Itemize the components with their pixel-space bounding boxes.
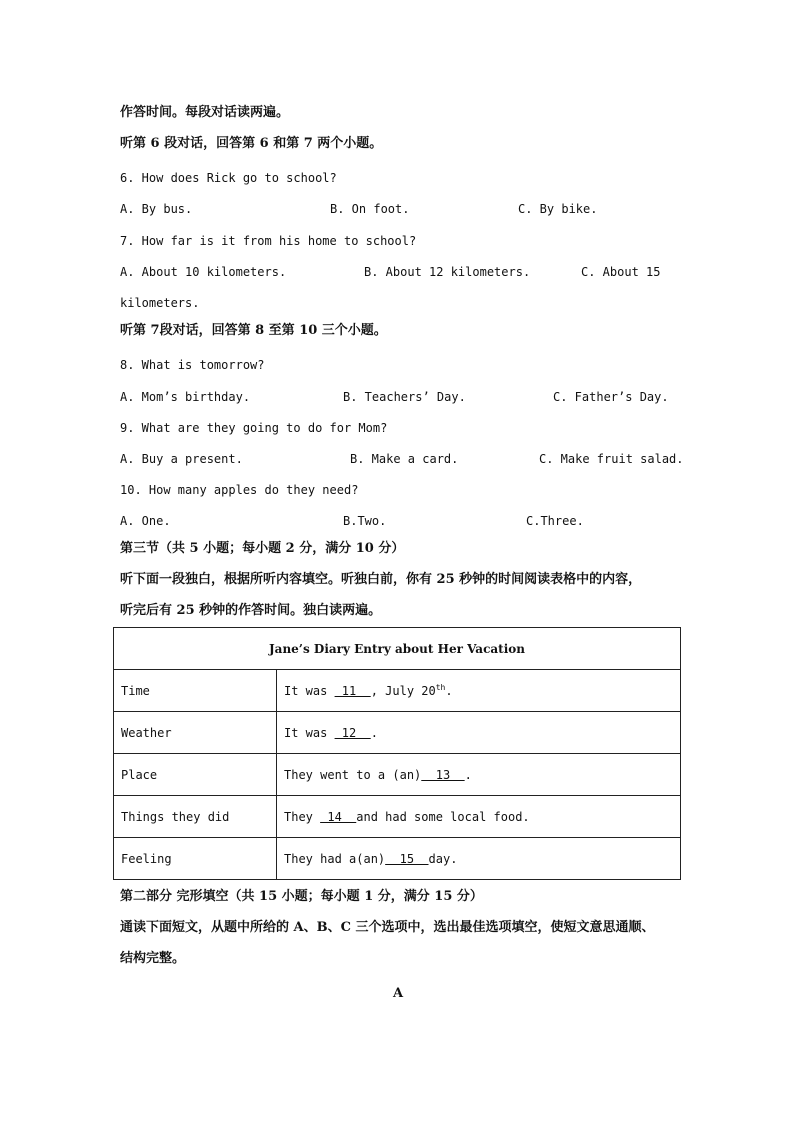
- q8-option-b: B. Teachers’ Day.: [343, 390, 466, 404]
- table-row: [114, 838, 681, 880]
- passage-label: A: [393, 986, 404, 1001]
- section6-header: 听第 6 段对话，回答第 6 和第 7 两个小题。: [120, 136, 383, 151]
- part2-instruction-2: 结构完整。: [120, 951, 186, 966]
- answer-blank-12[interactable]: 12: [334, 725, 371, 740]
- row-label: Feeling: [114, 838, 277, 880]
- q10-option-a: A. One.: [120, 514, 171, 528]
- row-value: They went to a (an) 13 .: [277, 754, 681, 796]
- question-9: 9. What are they going to do for Mom?: [120, 421, 388, 435]
- answer-blank-11[interactable]: 11: [334, 684, 371, 698]
- q9-option-b: B. Make a card.: [350, 452, 459, 466]
- row-value: They 14 and had some local food.: [277, 796, 681, 838]
- diary-table: [113, 627, 681, 880]
- q7-option-b: B. About 12 kilometers.: [364, 265, 531, 279]
- q8-option-c: C. Father’s Day.: [553, 390, 669, 404]
- table-row: [114, 670, 681, 712]
- section3-instruction-1: 听下面一段独白，根据所听内容填空。听独白前，你有 25 秒钟的时间阅读表格中的内容，: [120, 572, 642, 587]
- q9-option-c: C. Make fruit salad.: [539, 452, 684, 466]
- answer-blank-14[interactable]: 14: [320, 809, 357, 824]
- q7-option-c: C. About 15: [581, 265, 661, 279]
- row-label: Place: [114, 754, 277, 796]
- q9-option-a: A. Buy a present.: [120, 452, 243, 466]
- section3-instruction-2: 听完后有 25 秒钟的作答时间。独白读两遍。: [120, 603, 382, 618]
- row-value: They had a(an) 15 day.: [277, 838, 681, 880]
- table-row: [114, 796, 681, 838]
- question-7: 7. How far is it from his home to school?: [120, 234, 417, 248]
- row-label: Things they did: [114, 796, 277, 838]
- part2-title: 第二部分 完形填空（共 15 小题；每小题 1 分，满分 15 分）: [120, 889, 483, 904]
- part2-instruction-1: 通读下面短文，从题中所给的 A、B、C 三个选项中，选出最佳选项填空，使短文意思通顺、: [120, 920, 655, 935]
- row-value: It was 12 .: [277, 712, 681, 754]
- question-6: 6. How does Rick go to school?: [120, 171, 337, 185]
- q7-option-c-continuation: kilometers.: [120, 296, 200, 310]
- section3-title: 第三节（共 5 小题；每小题 2 分，满分 10 分）: [120, 541, 405, 556]
- diary-table-title: Jane’s Diary Entry about Her Vacation: [114, 628, 681, 670]
- q10-option-c: C.Three.: [526, 514, 584, 528]
- q8-option-a: A. Mom’s birthday.: [120, 390, 251, 404]
- row-label: Weather: [114, 712, 277, 754]
- answer-blank-13[interactable]: 13: [421, 767, 465, 782]
- q10-option-b: B.Two.: [343, 514, 387, 528]
- q6-option-a: A. By bus.: [120, 202, 193, 216]
- question-8: 8. What is tomorrow?: [120, 358, 265, 372]
- section7-header: 听第 7段对话，回答第 8 至第 10 三个小题。: [120, 323, 387, 338]
- time-note: 作答时间。每段对话读两遍。: [120, 105, 290, 120]
- table-row: [114, 712, 681, 754]
- answer-blank-15[interactable]: 15: [385, 851, 429, 866]
- q6-option-b: B. On foot.: [330, 202, 410, 216]
- row-value: It was 11 , July 20th.: [277, 670, 681, 712]
- table-row: [114, 754, 681, 796]
- q7-option-a: A. About 10 kilometers.: [120, 265, 287, 279]
- row-label: Time: [114, 670, 277, 712]
- q6-option-c: C. By bike.: [518, 202, 598, 216]
- question-10: 10. How many apples do they need?: [120, 483, 359, 497]
